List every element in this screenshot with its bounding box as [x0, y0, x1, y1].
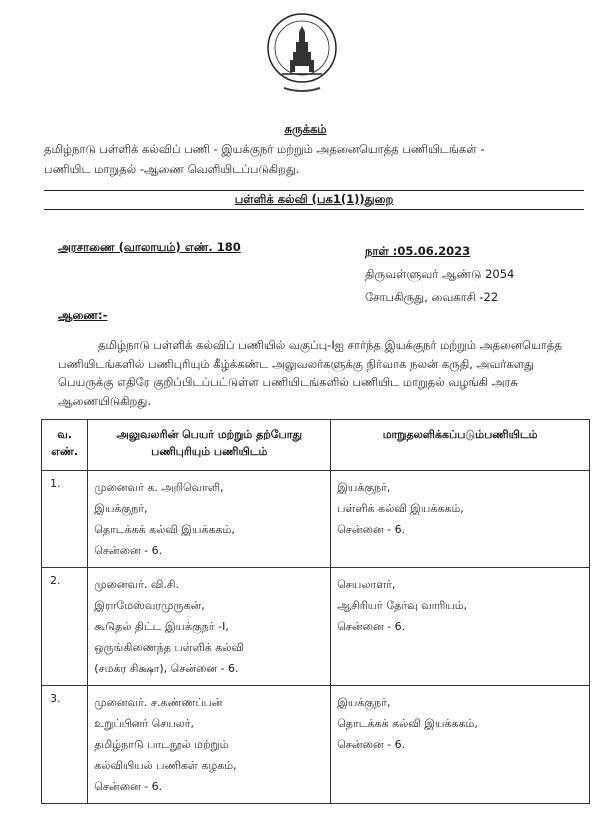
summary-title: சுருக்கம்	[284, 122, 327, 136]
go-date: நாள் :05.06.2023	[365, 244, 471, 258]
tamil-year: திருவள்ளுவர் ஆண்டு 2054	[365, 267, 515, 281]
table-row	[42, 471, 590, 568]
row-sno: 2.	[42, 568, 88, 686]
header-sno: வ. எண்.	[42, 420, 88, 471]
summary-line: பணியிட மாறுதல் -ஆணை வெளியிடப்படுகிறது.	[44, 162, 300, 176]
table-row	[42, 568, 590, 686]
row-officer: முனைவர். ச.கண்ணப்பன் உறுப்பினர் செயலர், தமிழ்நாடு பாடநூல் மற்றும் கல்வியியல் பணிகள் கழகம், சென்னை - 6.	[88, 686, 331, 804]
department-title: பள்ளிக் கல்வி (பக1(1))துறை	[234, 192, 394, 206]
table-row	[42, 686, 590, 804]
row-officer: முனைவர் க. அறிவொளி, இயக்குநர், தொடக்கக் கல்வி இயக்ககம், சென்னை - 6.	[88, 471, 331, 568]
table-header-row	[42, 420, 590, 471]
row-transfer: செயலாளர், ஆசிரியர் தேர்வு வாரியம், சென்னை - 6.	[331, 568, 590, 686]
header-officer: அலுவலரின் பெயர் மற்றும் தற்போது பணிபுரியும் பணியிடம்	[88, 420, 331, 471]
summary-text	[44, 139, 584, 179]
row-sno: 3.	[42, 686, 88, 804]
date-block	[365, 240, 514, 309]
department-row	[44, 190, 584, 210]
summary-line: தமிழ்நாடு பள்ளிக் கல்விப் பணி - இயக்குநர் மற்றும் அதனையொத்த பணியிடங்கள் -	[44, 142, 485, 156]
go-number: அரசாணை (வாலாயம்) எண். 180	[58, 240, 241, 254]
order-body: தமிழ்நாடு பள்ளிக் கல்விப் பணியில் வகுப்பு-Iஐ சார்ந்த இயக்குநர் மற்றும் அதனையொத்த பணியிடங்களில் பணிபுரியும் கீழ்க்கண்ட அலுவலர்களுக்கு நிர்வாக நலன் கருதி, அவர்களது பெயருக்கு எதிரே குறிப்பிடப்பட்டுள்ள பணியிடங்களில் பணியிட மாறுதல் வழங்கி அரசு ஆணையிடுகிறது.	[58, 338, 562, 408]
row-sno: 1.	[42, 471, 88, 568]
tamil-nadu-emblem-icon	[264, 10, 340, 94]
header-transfer: மாறுதலளிக்கப்படும்பணியிடம்	[331, 420, 590, 471]
tamil-date: சோபகிருது, வைகாசி -22	[365, 290, 499, 304]
row-transfer: இயக்குநர், பள்ளிக் கல்வி இயக்ககம், சென்னை - 6.	[331, 471, 590, 568]
row-officer: முனைவர். வி.சி. இராமேஸ்வரமுருகன், கூடுதல் திட்ட இயக்குநர் -I, ஒருங்கிணைந்த பள்ளிக் கல்வி (சமக்ர சிக்ஷா), சென்னை - 6.	[88, 568, 331, 686]
transfer-table	[41, 419, 590, 804]
order-heading: ஆணை:-	[58, 308, 108, 322]
row-transfer: இயக்குநர், தொடக்கக் கல்வி இயக்ககம், சென்னை - 6.	[331, 686, 590, 804]
